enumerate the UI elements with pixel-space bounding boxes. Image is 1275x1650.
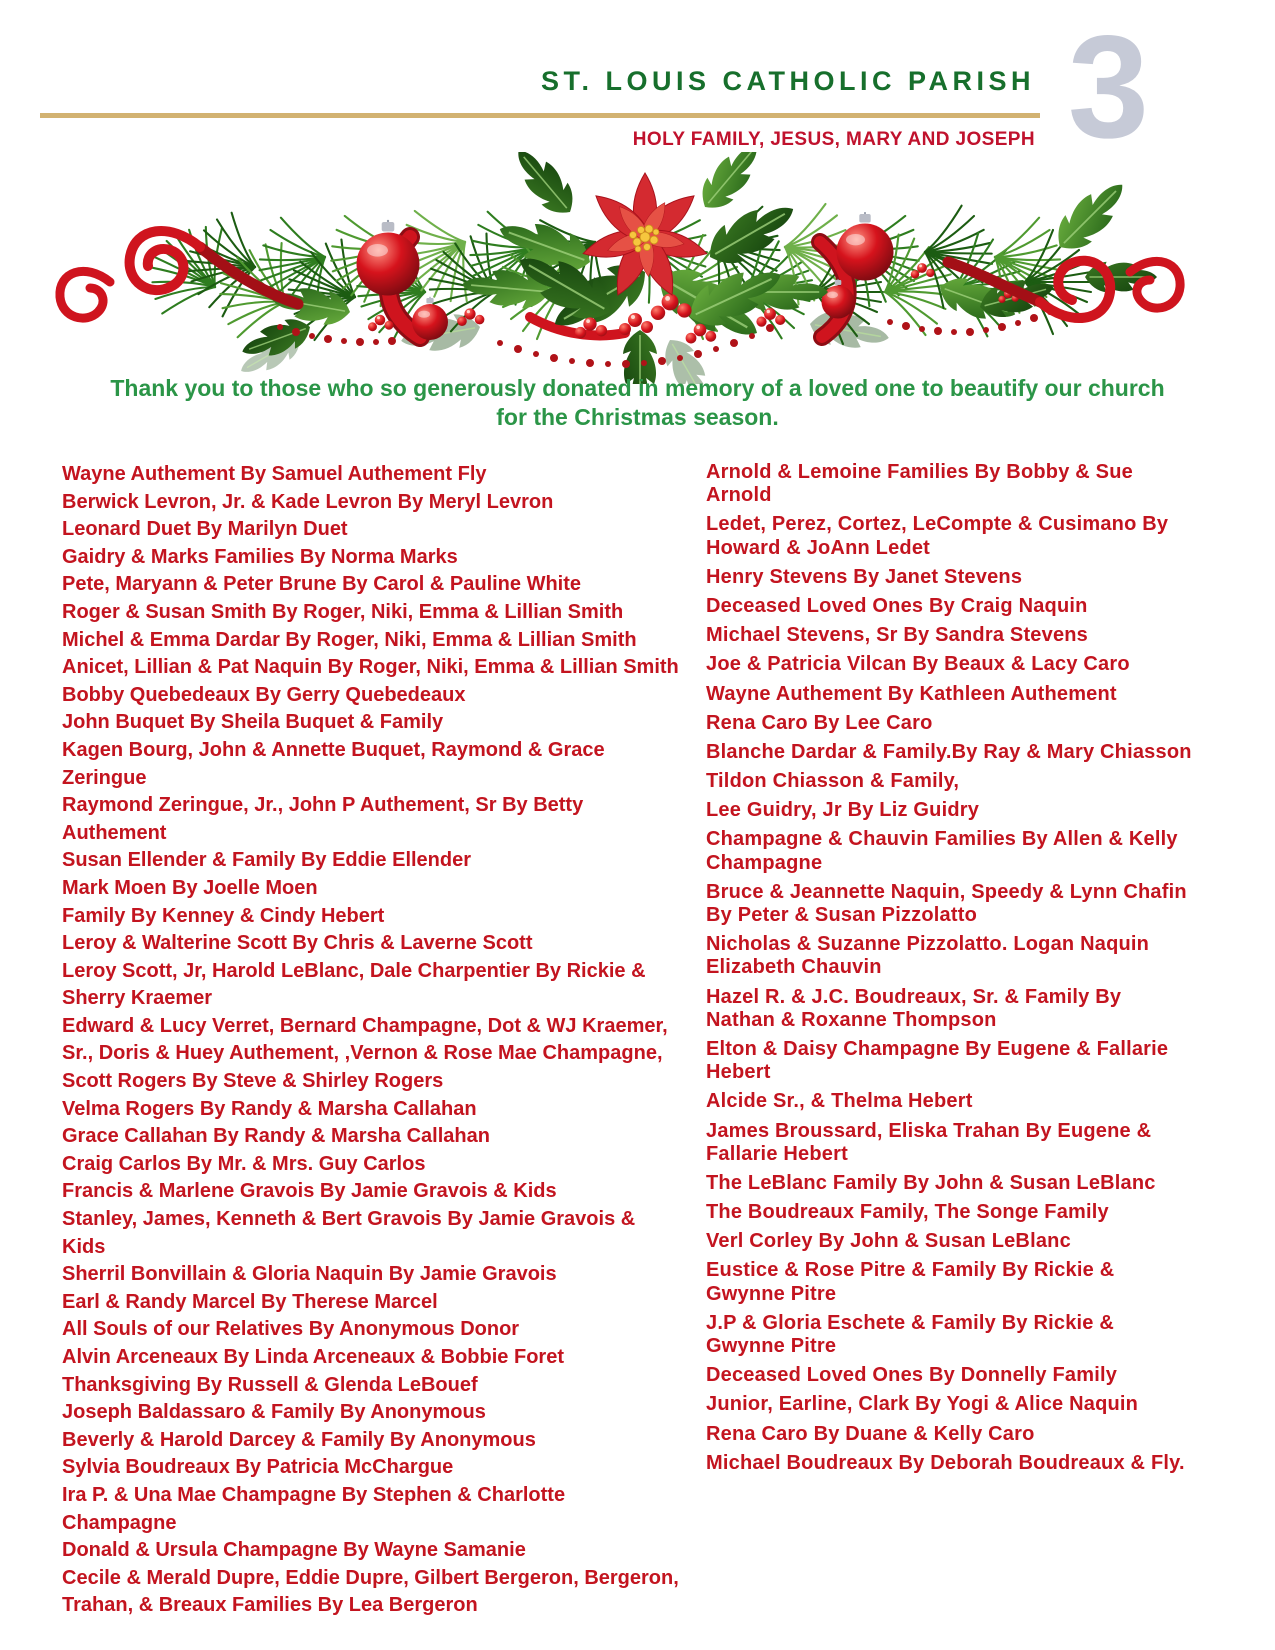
memorial-entry: Family By Kenney & Cindy Hebert <box>62 904 385 927</box>
memorial-entry: Rena Caro By Lee Caro <box>706 711 933 734</box>
memorial-entry: Leonard Duet By Marilyn Duet <box>62 518 348 541</box>
memorial-entry: Deceased Loved Ones By Craig Naquin <box>706 594 1088 617</box>
memorial-list <box>62 461 1195 1620</box>
memorial-entry: Nicholas & Suzanne Pizzolatto. Logan Naquin Elizabeth Chauvin <box>706 933 1150 979</box>
memorial-entry: Mark Moen By Joelle Moen <box>62 876 318 899</box>
memorial-entry: Cecile & Merald Dupre, Eddie Dupre, Gilbert Bergeron, Bergeron, Trahan, & Breaux Families By Lea Bergeron <box>62 1566 679 1617</box>
memorial-entry: Sherril Bonvillain & Gloria Naquin By Jamie Gravois <box>62 1263 557 1286</box>
memorial-entry: Francis & Marlene Gravois By Jamie Gravois & Kids <box>62 1180 557 1203</box>
page-subtitle: HOLY FAMILY, JESUS, MARY AND JOSEPH <box>632 129 1035 150</box>
memorial-entry: Velma Rogers By Randy & Marsha Callahan <box>62 1097 477 1120</box>
memorial-entry: Ledet, Perez, Cortez, LeCompte & Cusimano By Howard & JoAnn Ledet <box>706 513 1169 559</box>
memorial-entry: Joseph Baldassaro & Family By Anonymous <box>62 1401 486 1424</box>
memorial-entry: Gaidry & Marks Families By Norma Marks <box>62 545 458 568</box>
memorial-entry: Eustice & Rose Pitre & Family By Rickie & Gwynne Pitre <box>706 1259 1115 1305</box>
memorial-entry: Thanksgiving By Russell & Glenda LeBouef <box>62 1373 478 1396</box>
memorial-entry: Pete, Maryann & Peter Brune By Carol & Pauline White <box>62 573 582 596</box>
memorial-entry: Tildon Chiasson & Family, <box>706 770 960 793</box>
memorial-entry: Michael Boudreaux By Deborah Boudreaux & Fly. <box>706 1451 1185 1474</box>
memorial-entry: Beverly & Harold Darcey & Family By Anonymous <box>62 1428 536 1451</box>
memorial-entry: Leroy Scott, Jr, Harold LeBlanc, Dale Charpentier By Rickie & Sherry Kraemer <box>62 959 646 1010</box>
memorial-entry: The Boudreaux Family, The Songe Family <box>706 1201 1109 1224</box>
memorial-entry: Bruce & Jeannette Naquin, Speedy & Lynn Chafin By Peter & Susan Pizzolatto <box>706 880 1187 926</box>
memorial-entry: Champagne & Chauvin Families By Allen & Kelly Champagne <box>706 828 1178 874</box>
memorial-entry: Ira P. & Una Mae Champagne By Stephen & Charlotte Champagne <box>62 1483 566 1534</box>
memorial-entry: All Souls of our Relatives By Anonymous Donor <box>62 1318 520 1341</box>
memorial-entry: Susan Ellender & Family By Eddie Ellender <box>62 849 472 872</box>
memorial-entry: Stanley, James, Kenneth & Bert Gravois By Jamie Gravois & Kids <box>62 1208 636 1258</box>
memorial-entry: Wayne Authement By Samuel Authement Fly <box>62 463 487 485</box>
memorial-column-left <box>62 461 682 1620</box>
memorial-entry: John Buquet By Sheila Buquet & Family <box>62 711 444 734</box>
memorial-entry: Donald & Ursula Champagne By Wayne Samanie <box>62 1539 526 1562</box>
memorial-entry: Earl & Randy Marcel By Therese Marcel <box>62 1290 438 1313</box>
gold-divider <box>40 113 1040 118</box>
memorial-entry: Sylvia Boudreaux By Patricia McChargue <box>62 1456 454 1479</box>
page-number: 3 <box>1067 5 1149 168</box>
thank-you-message: Thank you to those who so generously donated in memory of a loved one to beautify our church for the Christmas season. <box>110 375 1165 431</box>
page-title: ST. LOUIS CATHOLIC PARISH <box>540 66 1035 96</box>
memorial-entry: Anicet, Lillian & Pat Naquin By Roger, Niki, Emma & Lillian Smith <box>62 656 679 679</box>
memorial-entry: Kagen Bourg, John & Annette Buquet, Raymond & Grace Zeringue <box>62 738 605 789</box>
memorial-entry: J.P & Gloria Eschete & Family By Rickie & Gwynne Pitre <box>706 1311 1114 1357</box>
memorial-entry: Lee Guidry, Jr By Liz Guidry <box>706 799 980 822</box>
memorial-entry: Grace Callahan By Randy & Marsha Callahan <box>62 1125 490 1148</box>
memorial-entry: Edward & Lucy Verret, Bernard Champagne, Dot & WJ Kraemer, Sr., Doris & Huey Authement, ,Vernon & Rose Mae Champagne, Scott Rogers By Steve & Shirley Rogers <box>62 1014 668 1093</box>
memorial-entry: Wayne Authement By Kathleen Authement <box>706 682 1117 705</box>
memorial-entry: Junior, Earline, Clark By Yogi & Alice Naquin <box>706 1393 1139 1416</box>
memorial-entry: Deceased Loved Ones By Donnelly Family <box>706 1364 1118 1387</box>
memorial-entry: Roger & Susan Smith By Roger, Niki, Emma & Lillian Smith <box>62 600 624 623</box>
memorial-entry: Bobby Quebedeaux By Gerry Quebedeaux <box>62 683 466 706</box>
memorial-entry: Verl Corley By John & Susan LeBlanc <box>706 1230 1071 1253</box>
memorial-entry: Alvin Arceneaux By Linda Arceneaux & Bobbie Foret <box>62 1346 564 1368</box>
christmas-garland-icon <box>50 152 1190 384</box>
memorial-entry: Henry Stevens By Janet Stevens <box>706 565 1023 588</box>
memorial-entry: Alcide Sr., & Thelma Hebert <box>706 1090 973 1113</box>
memorial-entry: James Broussard, Eliska Trahan By Eugene & Fallarie Hebert <box>706 1119 1152 1165</box>
memorial-entry: Arnold & Lemoine Families By Bobby & Sue Arnold <box>706 461 1133 507</box>
memorial-entry: Michael Stevens, Sr By Sandra Stevens <box>706 624 1089 647</box>
memorial-entry: Joe & Patricia Vilcan By Beaux & Lacy Caro <box>706 653 1130 676</box>
memorial-entry: Hazel R. & J.C. Boudreaux, Sr. & Family By Nathan & Roxanne Thompson <box>706 985 1122 1031</box>
memorial-entry: Rena Caro By Duane & Kelly Caro <box>706 1422 1035 1445</box>
memorial-entry: Berwick Levron, Jr. & Kade Levron By Meryl Levron <box>62 490 554 513</box>
memorial-entry: Blanche Dardar & Family.By Ray & Mary Chiasson <box>706 740 1192 763</box>
memorial-entry: Raymond Zeringue, Jr., John P Authement, Sr By Betty Authement <box>62 794 584 844</box>
memorial-entry: The LeBlanc Family By John & Susan LeBlanc <box>706 1171 1156 1194</box>
memorial-entry: Leroy & Walterine Scott By Chris & Laverne Scott <box>62 932 533 955</box>
memorial-entry: Craig Carlos By Mr. & Mrs. Guy Carlos <box>62 1152 426 1175</box>
memorial-column-right <box>706 461 1195 1481</box>
memorial-entry: Elton & Daisy Champagne By Eugene & Fallarie Hebert <box>706 1037 1169 1084</box>
memorial-entry: Michel & Emma Dardar By Roger, Niki, Emma & Lillian Smith <box>62 628 637 651</box>
